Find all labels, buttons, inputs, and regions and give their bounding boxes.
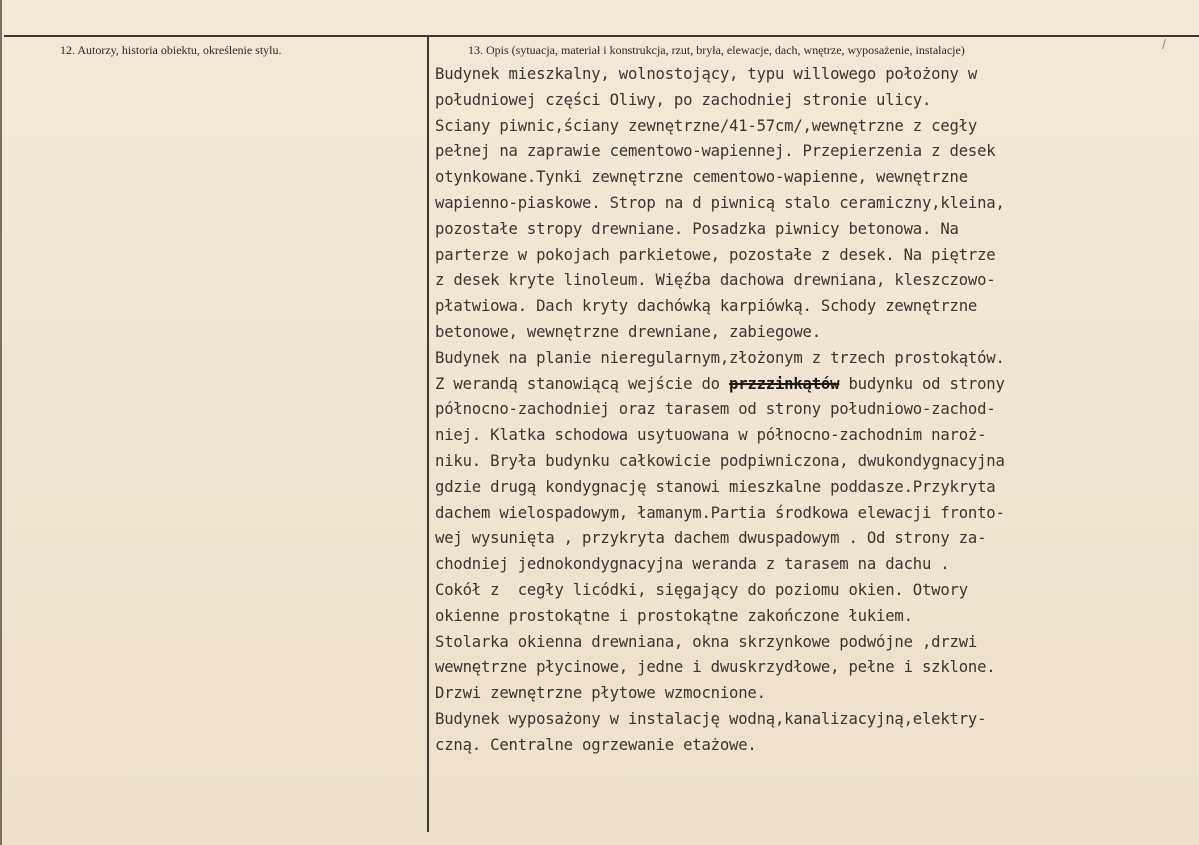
text-line: wapienno-piaskowe. Strop na d piwnicą stalo ceramiczny,kleina,: [435, 193, 1005, 212]
text-line: Stolarka okienna drewniana, okna skrzynkowe podwójne ,drzwi: [435, 632, 978, 651]
struck-out-word: przzzinkątów: [729, 374, 840, 393]
text-line: Budynek mieszkalny, wolnostojący, typu willowego położony w: [435, 65, 978, 83]
text-line: dachem wielospadowym, łamanym.Partia środkowa elewacji fronto-: [435, 503, 1005, 522]
column-divider: [427, 36, 429, 832]
text-line-with-strikeout: [435, 372, 1175, 398]
text-line: Budynek na planie nieregularnym,złożonym z trzech prostokątów.: [435, 348, 1005, 367]
text-line: niku. Bryła budynku całkowicie podpiwniczona, dwukondygnacyjna: [435, 451, 1005, 470]
text-line: płatwiowa. Dach kryty dachówką karpiówką. Schody zewnętrzne: [435, 297, 978, 316]
text-line: Cokół z cegły licódki, sięgający do poziomu okien. Otwory: [435, 580, 968, 599]
text-line: Drzwi zewnętrzne płytowe wzmocnione.: [435, 684, 766, 703]
text-line: pozostałe stropy drewniane. Posadzka piwnicy betonowa. Na: [435, 219, 959, 238]
text-line: z desek kryte linoleum. Więźba dachowa drewniana, kleszczowo-: [435, 271, 996, 290]
section-13-header: 13. Opis (sytuacja, materiał i konstrukcja, rzut, bryła, elewacje, dach, wnętrze, wyposażenie, instalacje): [468, 43, 965, 57]
header-rule: [4, 35, 1199, 37]
text-line: niej. Klatka schodowa usytuowana w północno-zachodnim naroż-: [435, 426, 987, 445]
text-line: czną. Centralne ogrzewanie etażowe.: [435, 735, 757, 754]
text-line: otynkowane.Tynki zewnętrzne cementowo-wapienne, wewnętrzne: [435, 168, 968, 187]
text-line: pełnej na zaprawie cementowo-wapiennej. Przepierzenia z desek: [435, 142, 996, 161]
section-12-header: 12. Autorzy, historia obiektu, określenie stylu.: [60, 43, 282, 57]
text-line: północno-zachodniej oraz tarasem od strony południowo-zachod-: [435, 400, 996, 419]
text-segment: Z werandą stanowiącą wejście do: [435, 374, 730, 393]
text-segment: budynku od strony: [839, 374, 1005, 393]
text-line: Sciany piwnic,ściany zewnętrzne/41-57cm/,wewnętrzne z cegły: [435, 116, 978, 135]
text-line: chodniej jednokondygnacyjna weranda z tarasem na dachu .: [435, 555, 950, 574]
text-line: wewnętrzne płycinowe, jedne i dwuskrzydłowe, pełne i szklone.: [435, 658, 996, 677]
text-line: południowej części Oliwy, po zachodniej stronie ulicy.: [435, 90, 932, 109]
text-line: gdzie drugą kondygnację stanowi mieszkalne poddasze.Przykryta: [435, 477, 996, 496]
text-line: wej wysunięta , przykryta dachem dwuspadowym . Od strony za-: [435, 529, 987, 548]
text-line: betonowe, wewnętrzne drewniane, zabiegowe.: [435, 322, 821, 341]
text-line: Budynek wyposażony w instalację wodną,kanalizacyjną,elektry-: [435, 709, 987, 728]
description-text: [435, 62, 1175, 759]
text-line: parterze w pokojach parkietowe, pozostałe z desek. Na piętrze: [435, 245, 996, 264]
corner-pencil-mark: /: [1162, 37, 1167, 51]
text-line: okienne prostokątne i prostokątne zakończone łukiem.: [435, 606, 913, 625]
